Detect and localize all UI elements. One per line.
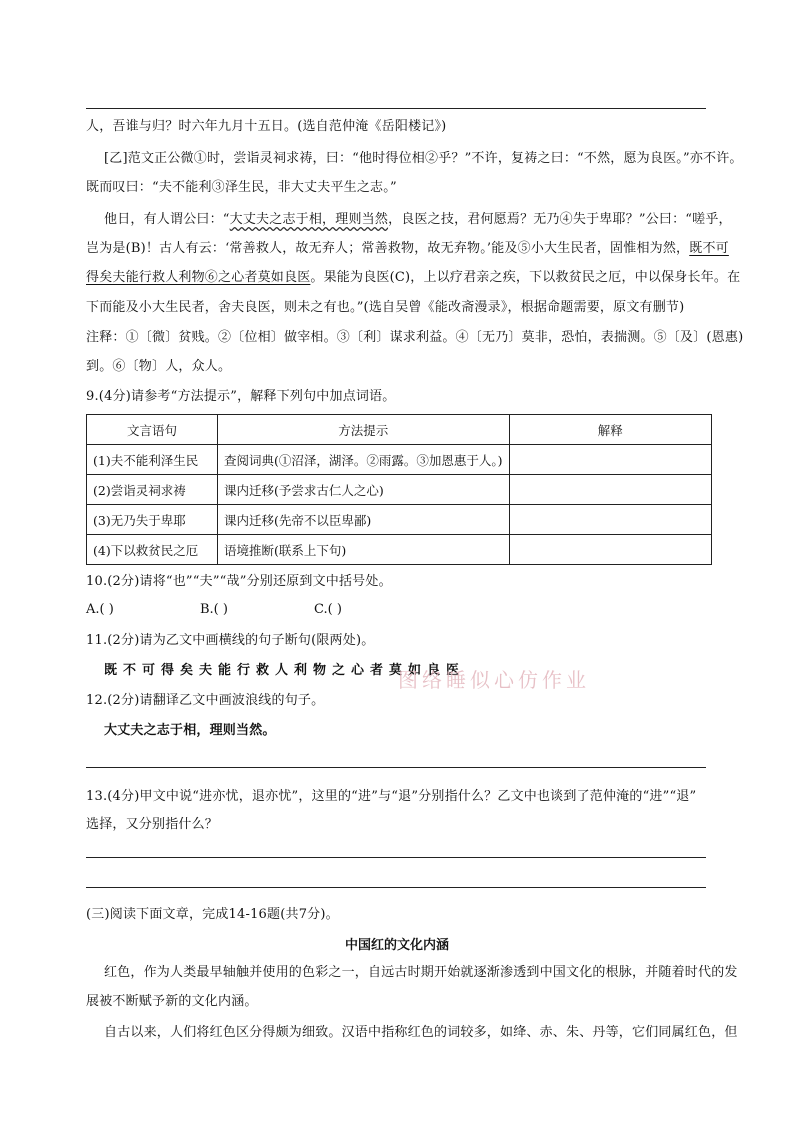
table-header: 方法提示 bbox=[218, 415, 510, 445]
table-cell: 查阅词典(①沼泽，湖泽。②雨露。③加恩惠于人。) bbox=[218, 445, 510, 475]
method-table bbox=[86, 414, 712, 565]
answer-cell[interactable] bbox=[509, 535, 711, 565]
article-title: 中国红的文化内涵 bbox=[344, 938, 449, 953]
question-10: 10.(2分)请将“也”“夫”“哉”分别还原到文中括号处。 bbox=[86, 574, 392, 589]
annotation-line: 到。⑥〔物〕人，众人。 bbox=[86, 359, 232, 374]
table-row bbox=[87, 535, 712, 565]
answer-cell[interactable] bbox=[509, 475, 711, 505]
text-line: 既而叹曰：“夫不能利③泽生民，非大丈夫平生之志。” bbox=[86, 180, 397, 195]
table-cell: 课内迁移(予尝求古仁人之心) bbox=[218, 475, 510, 505]
choice-c[interactable]: C.( ) bbox=[314, 602, 342, 617]
watermark-stamp: 图络睡似心仿作业 bbox=[398, 668, 590, 692]
article-paragraph: 红色，作为人类最早轴触并使用的色彩之一，自远古时期开始就逐渐渗透到中国文化的根脉，并随着时代的发 bbox=[104, 965, 738, 980]
table-cell: 课内迁移(先帝不以臣卑鄙) bbox=[218, 505, 510, 535]
section-heading: (三)阅读下面文章，完成14-16题(共7分)。 bbox=[86, 907, 339, 922]
answer-line[interactable] bbox=[86, 887, 706, 888]
underlined-sentence-part: 既不可 bbox=[689, 241, 729, 256]
table-row bbox=[87, 505, 712, 535]
text-line: 人，吾谁与归？时六年九月十五日。(选自范仲淹《岳阳楼记》) bbox=[86, 119, 447, 134]
choice-row bbox=[86, 602, 428, 617]
table-row bbox=[87, 445, 712, 475]
text-line bbox=[86, 240, 729, 258]
text-segment: 岂为是(B)！古人有云：‘常善救人，故无弃人；常善救物，故无弃物。’能及⑤小大生民者，固惟相为然， bbox=[86, 241, 690, 256]
choice-a[interactable]: A.( ) bbox=[86, 602, 114, 617]
table-header: 文言语句 bbox=[87, 415, 218, 445]
table-header: 解释 bbox=[509, 415, 711, 445]
answer-line[interactable] bbox=[86, 767, 706, 768]
underlined-sentence-part: 得矣夫能行救人利物⑥之心者莫如良医 bbox=[86, 270, 311, 285]
question-13-cont: 选择，又分别指什么？ bbox=[86, 817, 219, 832]
text-segment: ，良医之技，君何愿焉？无乃④失于卑耶？”公曰：“嗟乎， bbox=[388, 212, 732, 227]
question-9: 9.(4分)请参考“方法提示”，解释下列句中加点词语。 bbox=[86, 389, 396, 404]
text-segment: 他日，有人谓公曰：“ bbox=[104, 212, 230, 227]
annotation-line: 注释：①〔微〕贫贱。②〔位相〕做宰相。③〔利〕谋求利益。④〔无乃〕莫非，恐怕，表揣测。⑤〔及〕(恩惠) bbox=[86, 330, 744, 345]
table-cell: (2)尝诣灵祠求祷 bbox=[87, 475, 218, 505]
sentence-to-punctuate[interactable]: 既不可得矣夫能行救人利物之心者莫如良医 bbox=[104, 663, 466, 678]
question-13: 13.(4分)甲文中说“进亦忧，退亦忧”，这里的“进”与“退”分别指什么？乙文中也谈到了范仲淹的“进”“退” bbox=[86, 789, 697, 804]
top-rule bbox=[86, 108, 706, 109]
answer-line[interactable] bbox=[86, 857, 706, 858]
text-segment: 。果能为良医(C)，上以疗君亲之疾，下以救贫民之厄，中以保身长年。在 bbox=[310, 270, 741, 285]
question-11: 11.(2分)请为乙文中画横线的句子断句(限两处)。 bbox=[86, 633, 375, 648]
article-paragraph: 展被不断赋予新的文化内涵。 bbox=[86, 994, 258, 1009]
text-line bbox=[86, 269, 741, 287]
article-paragraph: 自古以来，人们将红色区分得颇为细致。汉语中指称红色的词较多，如绛、赤、朱、丹等，它们同属红色，但 bbox=[104, 1025, 738, 1040]
table-cell: 语境推断(联系上下句) bbox=[218, 535, 510, 565]
choice-b[interactable]: B.( ) bbox=[200, 602, 228, 617]
table-cell: (3)无乃失于卑耶 bbox=[87, 505, 218, 535]
table-header-row bbox=[87, 415, 712, 445]
answer-cell[interactable] bbox=[509, 445, 711, 475]
text-line: 下而能及小大生民者，舍夫良医，则未之有也。”(选自吴曾《能改斋漫录》，根据命题需要，原文有删节) bbox=[86, 300, 685, 315]
answer-cell[interactable] bbox=[509, 505, 711, 535]
text-line: [乙]范文正公微①时，尝诣灵祠求祷，曰：“他时得位相②乎？”不许，复祷之曰：“不然，愿为良医。”亦不许。 bbox=[104, 151, 743, 166]
question-12: 12.(2分)请翻译乙文中画波浪线的句子。 bbox=[86, 693, 325, 708]
text-line bbox=[104, 211, 732, 229]
table-row bbox=[87, 475, 712, 505]
wavy-underlined-sentence: 大丈夫之志于相，理则当然 bbox=[229, 212, 389, 227]
sentence-to-translate: 大丈夫之志于相，理则当然。 bbox=[104, 723, 276, 738]
table-cell: (1)夫不能利泽生民 bbox=[87, 445, 218, 475]
table-cell: (4)下以救贫民之厄 bbox=[87, 535, 218, 565]
